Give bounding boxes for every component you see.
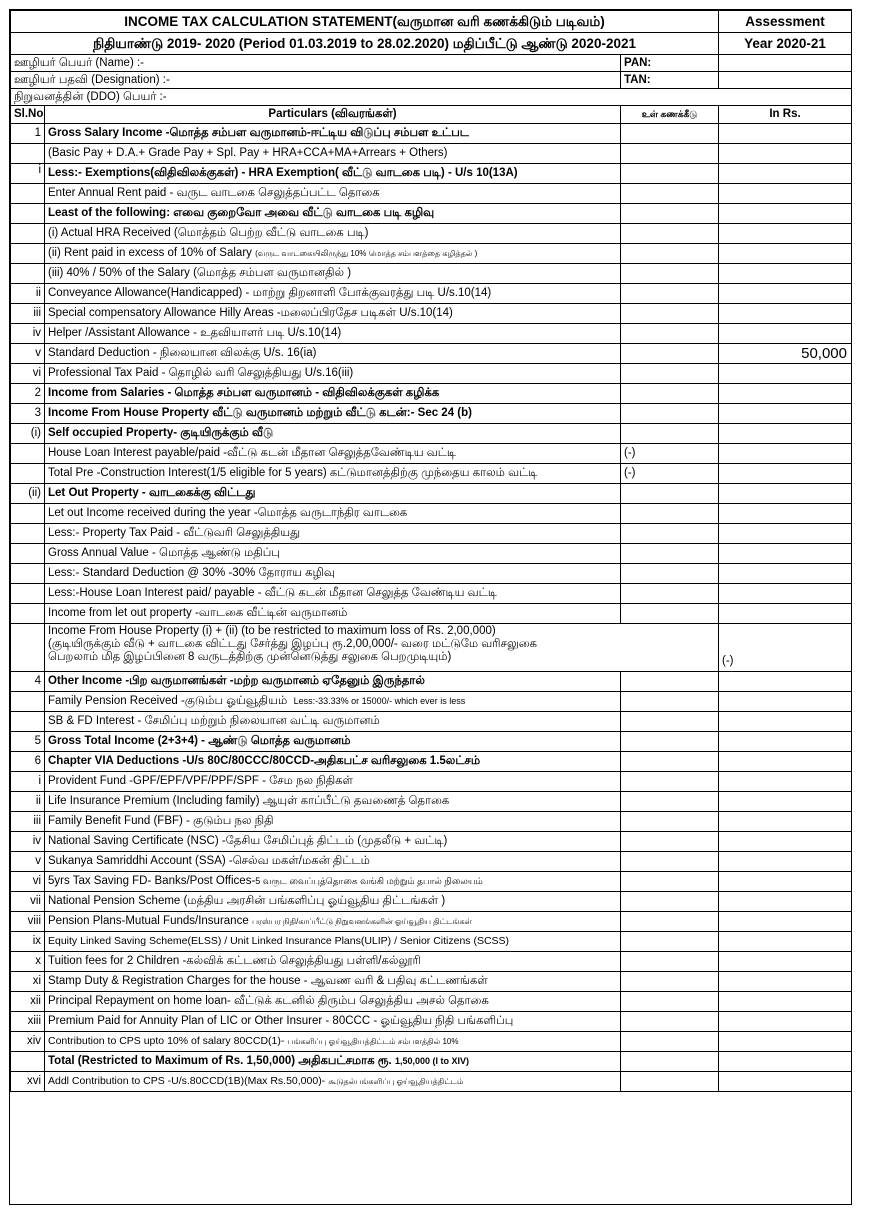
- table-row: [11, 772, 852, 792]
- row-amount-cell[interactable]: [719, 692, 852, 712]
- row-particulars: Gross Annual Value - மொத்த ஆண்டு மதிப்பு: [45, 544, 621, 564]
- row-inner-cell[interactable]: [621, 124, 719, 144]
- col-header-amount: In Rs.: [719, 106, 852, 124]
- row-slno: ii: [11, 284, 45, 304]
- row-inner-cell[interactable]: [621, 832, 719, 852]
- row-particulars: Sukanya Samriddhi Account (SSA) -செல்வ மகள்/மகன் திட்டம்: [45, 852, 621, 872]
- financial-year-period: நிதியாண்டு 2019- 2020 (Period 01.03.2019 to 28.02.2020) மதிப்பீட்டு ஆண்டு 2020-2021: [11, 33, 719, 55]
- standard-deduction-amount[interactable]: 50,000: [719, 344, 852, 364]
- table-row: [11, 712, 852, 732]
- row-particulars: Less:-House Loan Interest paid/ payable - வீட்டு கடன் மீதான செலுத்த வேண்டிய வட்டி: [45, 584, 621, 604]
- row-slno: iv: [11, 832, 45, 852]
- row-amount-cell[interactable]: [719, 524, 852, 544]
- row-slno: x: [11, 952, 45, 972]
- row-inner-cell[interactable]: (-): [621, 464, 719, 484]
- row-amount-cell[interactable]: [719, 384, 852, 404]
- row-amount-cell[interactable]: [719, 872, 852, 892]
- table-row: [11, 284, 852, 304]
- row-inner-cell[interactable]: [621, 184, 719, 204]
- row-amount-cell[interactable]: [719, 244, 852, 264]
- row-particulars: Stamp Duty & Registration Charges for the house - ஆவண வரி & பதிவு கட்டணங்கள்: [45, 972, 621, 992]
- row-slno: iii: [11, 812, 45, 832]
- row-inner-cell[interactable]: [621, 712, 719, 732]
- row-particulars: Tuition fees for 2 Children -கல்விக் கட்டணம் செலுத்தியது பள்ளி/கல்லூரி: [45, 952, 621, 972]
- table-row: [11, 344, 852, 364]
- row-amount-cell[interactable]: [719, 484, 852, 504]
- row-particulars: National Pension Scheme (மத்திய அரசின் பங்களிப்பு ஓய்வூதிய திட்டங்கள் ): [45, 892, 621, 912]
- row-particulars: Addl Contribution to CPS -U/s.80CCD(1B)(Max Rs.50,000)- கூடுதல்பங்களிப்பு ஓய்வூதியத்திட்டம்: [45, 1072, 621, 1092]
- assessment-year: Year 2020-21: [719, 33, 852, 55]
- row-amount-cell[interactable]: [719, 1052, 852, 1072]
- table-row: [11, 364, 852, 384]
- row-particulars: Equity Linked Saving Scheme(ELSS) / Unit Linked Insurance Plans(ULIP) / Senior Citizens (SCSS): [45, 932, 621, 952]
- row-particulars: Family Benefit Fund (FBF) - குடும்ப நல நிதி: [45, 812, 621, 832]
- table-row: [11, 584, 852, 604]
- table-row: [11, 992, 852, 1012]
- row-slno: 4: [11, 672, 45, 692]
- statement-table: [10, 10, 852, 1092]
- row-inner-cell[interactable]: [621, 424, 719, 444]
- row-amount-cell[interactable]: [719, 364, 852, 384]
- row-slno: xvi: [11, 1072, 45, 1092]
- row-amount-cell[interactable]: [719, 164, 852, 184]
- row-amount-cell[interactable]: [719, 544, 852, 564]
- row-particulars: Let Out Property - வாடகைக்கு விட்டது: [45, 484, 621, 504]
- row-amount-cell[interactable]: [719, 812, 852, 832]
- row-particulars: Other Income -பிற வருமானங்கள் -மற்ற வருமானம் ஏதேனும் இருந்தால்: [45, 672, 621, 692]
- row-amount-cell[interactable]: [719, 504, 852, 524]
- row-particulars: Gross Total Income (2+3+4) - ஆண்டு மொத்த வருமானம்: [45, 732, 621, 752]
- table-row: [11, 892, 852, 912]
- row-amount-cell[interactable]: [719, 304, 852, 324]
- row-slno: vi: [11, 872, 45, 892]
- house-property-total-text: Income From House Property (i) + (ii) (to be restricted to maximum loss of Rs. 2,00,000) (குடியிருக்கும் வீடு + வாடகை விட்டது சேர்த்து இழப்பு ரூ.2,00,000/- வரை மட்டுமே வரிசலுகை பெறலாம் மித இழப்பினை 8 வருடத்திற்கு முன்னெடுத்து சலுகை பெறமுடியும்): [45, 624, 719, 672]
- row-amount-cell[interactable]: [719, 1012, 852, 1032]
- table-row: [11, 124, 852, 144]
- table-row: [11, 224, 852, 244]
- row-particulars: Conveyance Allowance(Handicapped) - மாற்று திறனாளி போக்குவரத்து படி U/s.10(14): [45, 284, 621, 304]
- row-inner-cell[interactable]: [621, 484, 719, 504]
- row-amount-cell[interactable]: [719, 752, 852, 772]
- row-amount-cell[interactable]: [719, 672, 852, 692]
- row-inner-cell[interactable]: [621, 404, 719, 424]
- row-particulars: Contribution to CPS upto 10% of salary 80CCD(1)- பங்களிப்பு ஓய்வூதியத்திட்டம் சம்பளத்தில் 10%: [45, 1032, 621, 1052]
- table-row: [11, 564, 852, 584]
- row-particulars: Pension Plans-Mutual Funds/Insurance பரஸ்பர நிதி/காப்பீட்டு நிறுவனங்களின் ஓய்வூதிய திட்டங்கள்: [45, 912, 621, 932]
- row-slno: vi: [11, 364, 45, 384]
- row-particulars: Special compensatory Allowance Hilly Areas -மலைப்பிரதேச படிகள் U/s.10(14): [45, 304, 621, 324]
- pan-label: PAN:: [621, 55, 719, 72]
- row-particulars: Enter Annual Rent paid - வருட வாடகை செலுத்தப்பட்ட தொகை: [45, 184, 621, 204]
- row-particulars: (ii) Rent paid in excess of 10% of Salary (வருட வாடகையிலிருந்து 10% மொத்த சம்பளத்தை கழித்தல் ): [45, 244, 621, 264]
- row-amount-cell[interactable]: [719, 264, 852, 284]
- table-row: [11, 544, 852, 564]
- row-slno: ii: [11, 792, 45, 812]
- row-particulars: Professional Tax Paid - தொழில் வரி செலுத்தியது U/s.16(iii): [45, 364, 621, 384]
- row-amount-cell[interactable]: [719, 912, 852, 932]
- row-slno: 6: [11, 752, 45, 772]
- row-inner-cell[interactable]: [621, 792, 719, 812]
- row-amount-cell[interactable]: [719, 464, 852, 484]
- row-particulars: National Saving Certificate (NSC) -தேசிய சேமிப்புத் திட்டம் (முதலீடு + வட்டி): [45, 832, 621, 852]
- row-amount-cell[interactable]: [719, 892, 852, 912]
- row-particulars: Less:- Exemptions(விதிவிலக்குகள்) - HRA Exemption( வீட்டு வாடகை படி) - U/s 10(13A): [45, 164, 621, 184]
- col-header-slno: Sl.No: [11, 106, 45, 124]
- income-tax-statement-sheet: [9, 9, 852, 1205]
- row-amount-cell[interactable]: [719, 564, 852, 584]
- row-inner-cell[interactable]: [621, 972, 719, 992]
- table-row: [11, 484, 852, 504]
- row-particulars: Gross Salary Income -மொத்த சம்பள வருமானம்-ஈட்டிய விடுப்பு சம்பள உட்பட: [45, 124, 621, 144]
- employee-designation-field[interactable]: ஊழியர் பதவி (Designation) :-: [11, 72, 621, 89]
- row-inner-cell[interactable]: [621, 284, 719, 304]
- row-slno: xiv: [11, 1032, 45, 1052]
- row-inner-cell[interactable]: [621, 364, 719, 384]
- row-inner-cell[interactable]: [621, 504, 719, 524]
- row-inner-cell[interactable]: [621, 384, 719, 404]
- row-slno: 3: [11, 404, 45, 424]
- row-amount-cell[interactable]: [719, 772, 852, 792]
- row-particulars: Life Insurance Premium (Including family) ஆயுள் காப்பீட்டு தவணைத் தொகை: [45, 792, 621, 812]
- row-slno: iii: [11, 304, 45, 324]
- table-row: [11, 204, 852, 224]
- row-inner-cell[interactable]: [621, 1052, 719, 1072]
- row-inner-cell[interactable]: [621, 672, 719, 692]
- table-row: [11, 144, 852, 164]
- col-header-inner-calc: உள் கணக்கீடு: [621, 106, 719, 124]
- row-inner-cell[interactable]: [621, 204, 719, 224]
- table-row: [11, 424, 852, 444]
- pan-value[interactable]: [719, 55, 852, 72]
- row-inner-cell[interactable]: [621, 732, 719, 752]
- row-inner-cell[interactable]: [621, 952, 719, 972]
- row-amount-cell[interactable]: [719, 224, 852, 244]
- table-row: [11, 604, 852, 624]
- row-amount-cell[interactable]: [719, 972, 852, 992]
- table-row: [11, 184, 852, 204]
- row-particulars: Let out Income received during the year -மொத்த வருடாந்திர வாடகை: [45, 504, 621, 524]
- row-inner-cell[interactable]: [621, 852, 719, 872]
- row-particulars: (iii) 40% / 50% of the Salary (மொத்த சம்பள வருமானதில் ): [45, 264, 621, 284]
- row-particulars: Helper /Assistant Allowance - உதவியாளர் படி U/s.10(14): [45, 324, 621, 344]
- row-amount-cell[interactable]: [719, 604, 852, 624]
- table-row: [11, 912, 852, 932]
- row-inner-cell[interactable]: [621, 244, 719, 264]
- row-particulars: Family Pension Received -குடும்ப ஓய்வூதியம் Less:-33.33% or 15000/- which ever is less: [45, 692, 621, 712]
- row-inner-cell[interactable]: [621, 892, 719, 912]
- row-amount-cell[interactable]: [719, 284, 852, 304]
- table-row: [11, 792, 852, 812]
- row-amount-cell[interactable]: [719, 852, 852, 872]
- row-particulars: Total Pre -Construction Interest(1/5 eligible for 5 years) கட்டுமானத்திற்கு முந்தைய காலம் வட்டி: [45, 464, 621, 484]
- row-slno: v: [11, 852, 45, 872]
- table-row: [11, 1032, 852, 1052]
- row-inner-cell[interactable]: [621, 752, 719, 772]
- row-particulars: House Loan Interest payable/paid -வீட்டு கடன் மீதான செலுத்தவேண்டிய வட்டி: [45, 444, 621, 464]
- row-inner-cell[interactable]: [621, 1072, 719, 1092]
- row-amount-cell[interactable]: [719, 204, 852, 224]
- row-amount-cell[interactable]: [719, 832, 852, 852]
- table-row: [11, 1072, 852, 1092]
- table-row: [11, 672, 852, 692]
- row-inner-cell[interactable]: [621, 772, 719, 792]
- row-inner-cell[interactable]: [621, 1032, 719, 1052]
- table-row: [11, 304, 852, 324]
- tan-value[interactable]: [719, 72, 852, 89]
- row-amount-cell[interactable]: [719, 424, 852, 444]
- row-amount-cell[interactable]: [719, 184, 852, 204]
- row-slno: i: [11, 772, 45, 792]
- row-amount-cell[interactable]: [719, 792, 852, 812]
- row-slno: v: [11, 344, 45, 364]
- row-inner-cell[interactable]: [621, 324, 719, 344]
- table-row: [11, 852, 852, 872]
- row-inner-cell[interactable]: [621, 1012, 719, 1032]
- row-inner-cell[interactable]: [621, 912, 719, 932]
- row-amount-cell[interactable]: [719, 584, 852, 604]
- table-row: [11, 952, 852, 972]
- row-inner-cell[interactable]: [621, 872, 719, 892]
- table-row: [11, 812, 852, 832]
- row-inner-cell[interactable]: (-): [621, 444, 719, 464]
- table-row: [11, 504, 852, 524]
- table-row: [11, 832, 852, 852]
- row-particulars: Principal Repayment on home loan- வீட்டுக் கடனில் திரும்ப செலுத்திய அசல் தொகை: [45, 992, 621, 1012]
- row-amount-cell[interactable]: [719, 1072, 852, 1092]
- row-particulars: Least of the following: எவை குறைவோ அவை வீட்டு வாடகை படி கழிவு: [45, 204, 621, 224]
- row-amount-cell[interactable]: [719, 732, 852, 752]
- row-particulars: Self occupied Property- குடியிருக்கும் வீடு: [45, 424, 621, 444]
- row-particulars: Income From House Property வீட்டு வருமானம் மற்றும் வீட்டு கடன்:- Sec 24 (b): [45, 404, 621, 424]
- row-inner-cell[interactable]: [621, 584, 719, 604]
- row-amount-cell[interactable]: [719, 324, 852, 344]
- row-particulars: Income from Salaries - மொத்த சம்பள வருமானம் - விதிவிலக்குகள் கழிக்க: [45, 384, 621, 404]
- tan-label: TAN:: [621, 72, 719, 89]
- table-row: [11, 444, 852, 464]
- row-slno: i: [11, 164, 45, 184]
- row-particulars: Chapter VIA Deductions -U/s 80C/80CCC/80CCD-அதிகபட்ச வரிசலுகை 1.5லட்சம்: [45, 752, 621, 772]
- table-row: [11, 1012, 852, 1032]
- row-inner-cell[interactable]: [621, 524, 719, 544]
- table-row: [11, 324, 852, 344]
- row-particulars: Provident Fund -GPF/EPF/VPF/PPF/SPF - சேம நல நிதிகள்: [45, 772, 621, 792]
- table-row: [11, 692, 852, 712]
- row-inner-cell[interactable]: [621, 544, 719, 564]
- row-inner-cell[interactable]: [621, 164, 719, 184]
- row-amount-cell[interactable]: [719, 444, 852, 464]
- row-amount-cell[interactable]: [719, 124, 852, 144]
- row-inner-cell[interactable]: [621, 564, 719, 584]
- row-inner-cell[interactable]: [621, 604, 719, 624]
- row-inner-cell[interactable]: [621, 692, 719, 712]
- row-slno: 2: [11, 384, 45, 404]
- row-amount-cell[interactable]: [719, 144, 852, 164]
- row-slno: 5: [11, 732, 45, 752]
- table-row: [11, 624, 852, 672]
- row-particulars: Standard Deduction - நிலையான விலக்கு U/s. 16(ia): [45, 344, 621, 364]
- row-slno: ix: [11, 932, 45, 952]
- row-particulars: Less:- Property Tax Paid - வீட்டுவரி செலுத்தியது: [45, 524, 621, 544]
- row-inner-cell[interactable]: [621, 932, 719, 952]
- deductions-total-text: Total (Restricted to Maximum of Rs. 1,50,000) அதிகபட்சமாக ரூ. 1,50,000 (I to XIV): [45, 1052, 621, 1072]
- row-particulars: (i) Actual HRA Received (மொத்தம் பெற்ற வீட்டு வாடகை படி): [45, 224, 621, 244]
- row-slno: xiii: [11, 1012, 45, 1032]
- table-row: [11, 404, 852, 424]
- row-amount-cell[interactable]: [719, 992, 852, 1012]
- row-slno: xii: [11, 992, 45, 1012]
- row-inner-cell[interactable]: [621, 992, 719, 1012]
- table-row: [11, 164, 852, 184]
- table-row: [11, 524, 852, 544]
- row-slno: iv: [11, 324, 45, 344]
- table-row: [11, 464, 852, 484]
- row-inner-cell[interactable]: [621, 144, 719, 164]
- table-row: [11, 872, 852, 892]
- row-inner-cell[interactable]: [621, 224, 719, 244]
- table-row: [11, 752, 852, 772]
- row-inner-cell[interactable]: [621, 304, 719, 324]
- table-row: [11, 972, 852, 992]
- row-slno: vii: [11, 892, 45, 912]
- row-amount-cell[interactable]: [719, 952, 852, 972]
- employee-name-field[interactable]: ஊழியர் பெயர் (Name) :-: [11, 55, 621, 72]
- row-particulars: Income from let out property -வாடகை வீட்டின் வருமானம்: [45, 604, 621, 624]
- row-particulars: (Basic Pay + D.A.+ Grade Pay + Spl. Pay + HRA+CCA+MA+Arrears + Others): [45, 144, 621, 164]
- statement-title: INCOME TAX CALCULATION STATEMENT(வருமான வரி கணக்கிடும் படிவம்): [11, 11, 719, 33]
- house-property-total-amount[interactable]: (-): [719, 624, 852, 672]
- ddo-name-field[interactable]: நிறுவனத்தின் (DDO) பெயர் :-: [11, 89, 852, 106]
- row-slno: (i): [11, 424, 45, 444]
- table-row: [11, 1052, 852, 1072]
- row-slno: xi: [11, 972, 45, 992]
- row-particulars: SB & FD Interest - சேமிப்பு மற்றும் நிலையான வட்டி வருமானம்: [45, 712, 621, 732]
- row-amount-cell[interactable]: [719, 1032, 852, 1052]
- row-inner-cell[interactable]: [621, 812, 719, 832]
- table-row: [11, 932, 852, 952]
- row-particulars: Less:- Standard Deduction @ 30% -30% தோராய கழிவு: [45, 564, 621, 584]
- row-amount-cell[interactable]: [719, 932, 852, 952]
- table-row: [11, 244, 852, 264]
- row-particulars: Premium Paid for Annuity Plan of LIC or Other Insurer - 80CCC - ஓய்வூதிய நிதி பங்களிப்பு: [45, 1012, 621, 1032]
- row-slno: 1: [11, 124, 45, 144]
- assessment-label: Assessment: [719, 11, 852, 33]
- row-slno: (ii): [11, 484, 45, 504]
- row-slno: viii: [11, 912, 45, 932]
- table-row: [11, 384, 852, 404]
- table-row: [11, 264, 852, 284]
- row-particulars: 5yrs Tax Saving FD- Banks/Post Offices-5 வருட வைப்புத்தொகை வங்கி மற்றும் தபால் நிலையம்: [45, 872, 621, 892]
- col-header-particulars: Particulars (விவரங்கள்): [45, 106, 621, 124]
- row-inner-cell[interactable]: [621, 264, 719, 284]
- table-row: [11, 732, 852, 752]
- row-amount-cell[interactable]: [719, 404, 852, 424]
- row-amount-cell[interactable]: [719, 712, 852, 732]
- row-inner-cell[interactable]: [621, 344, 719, 364]
